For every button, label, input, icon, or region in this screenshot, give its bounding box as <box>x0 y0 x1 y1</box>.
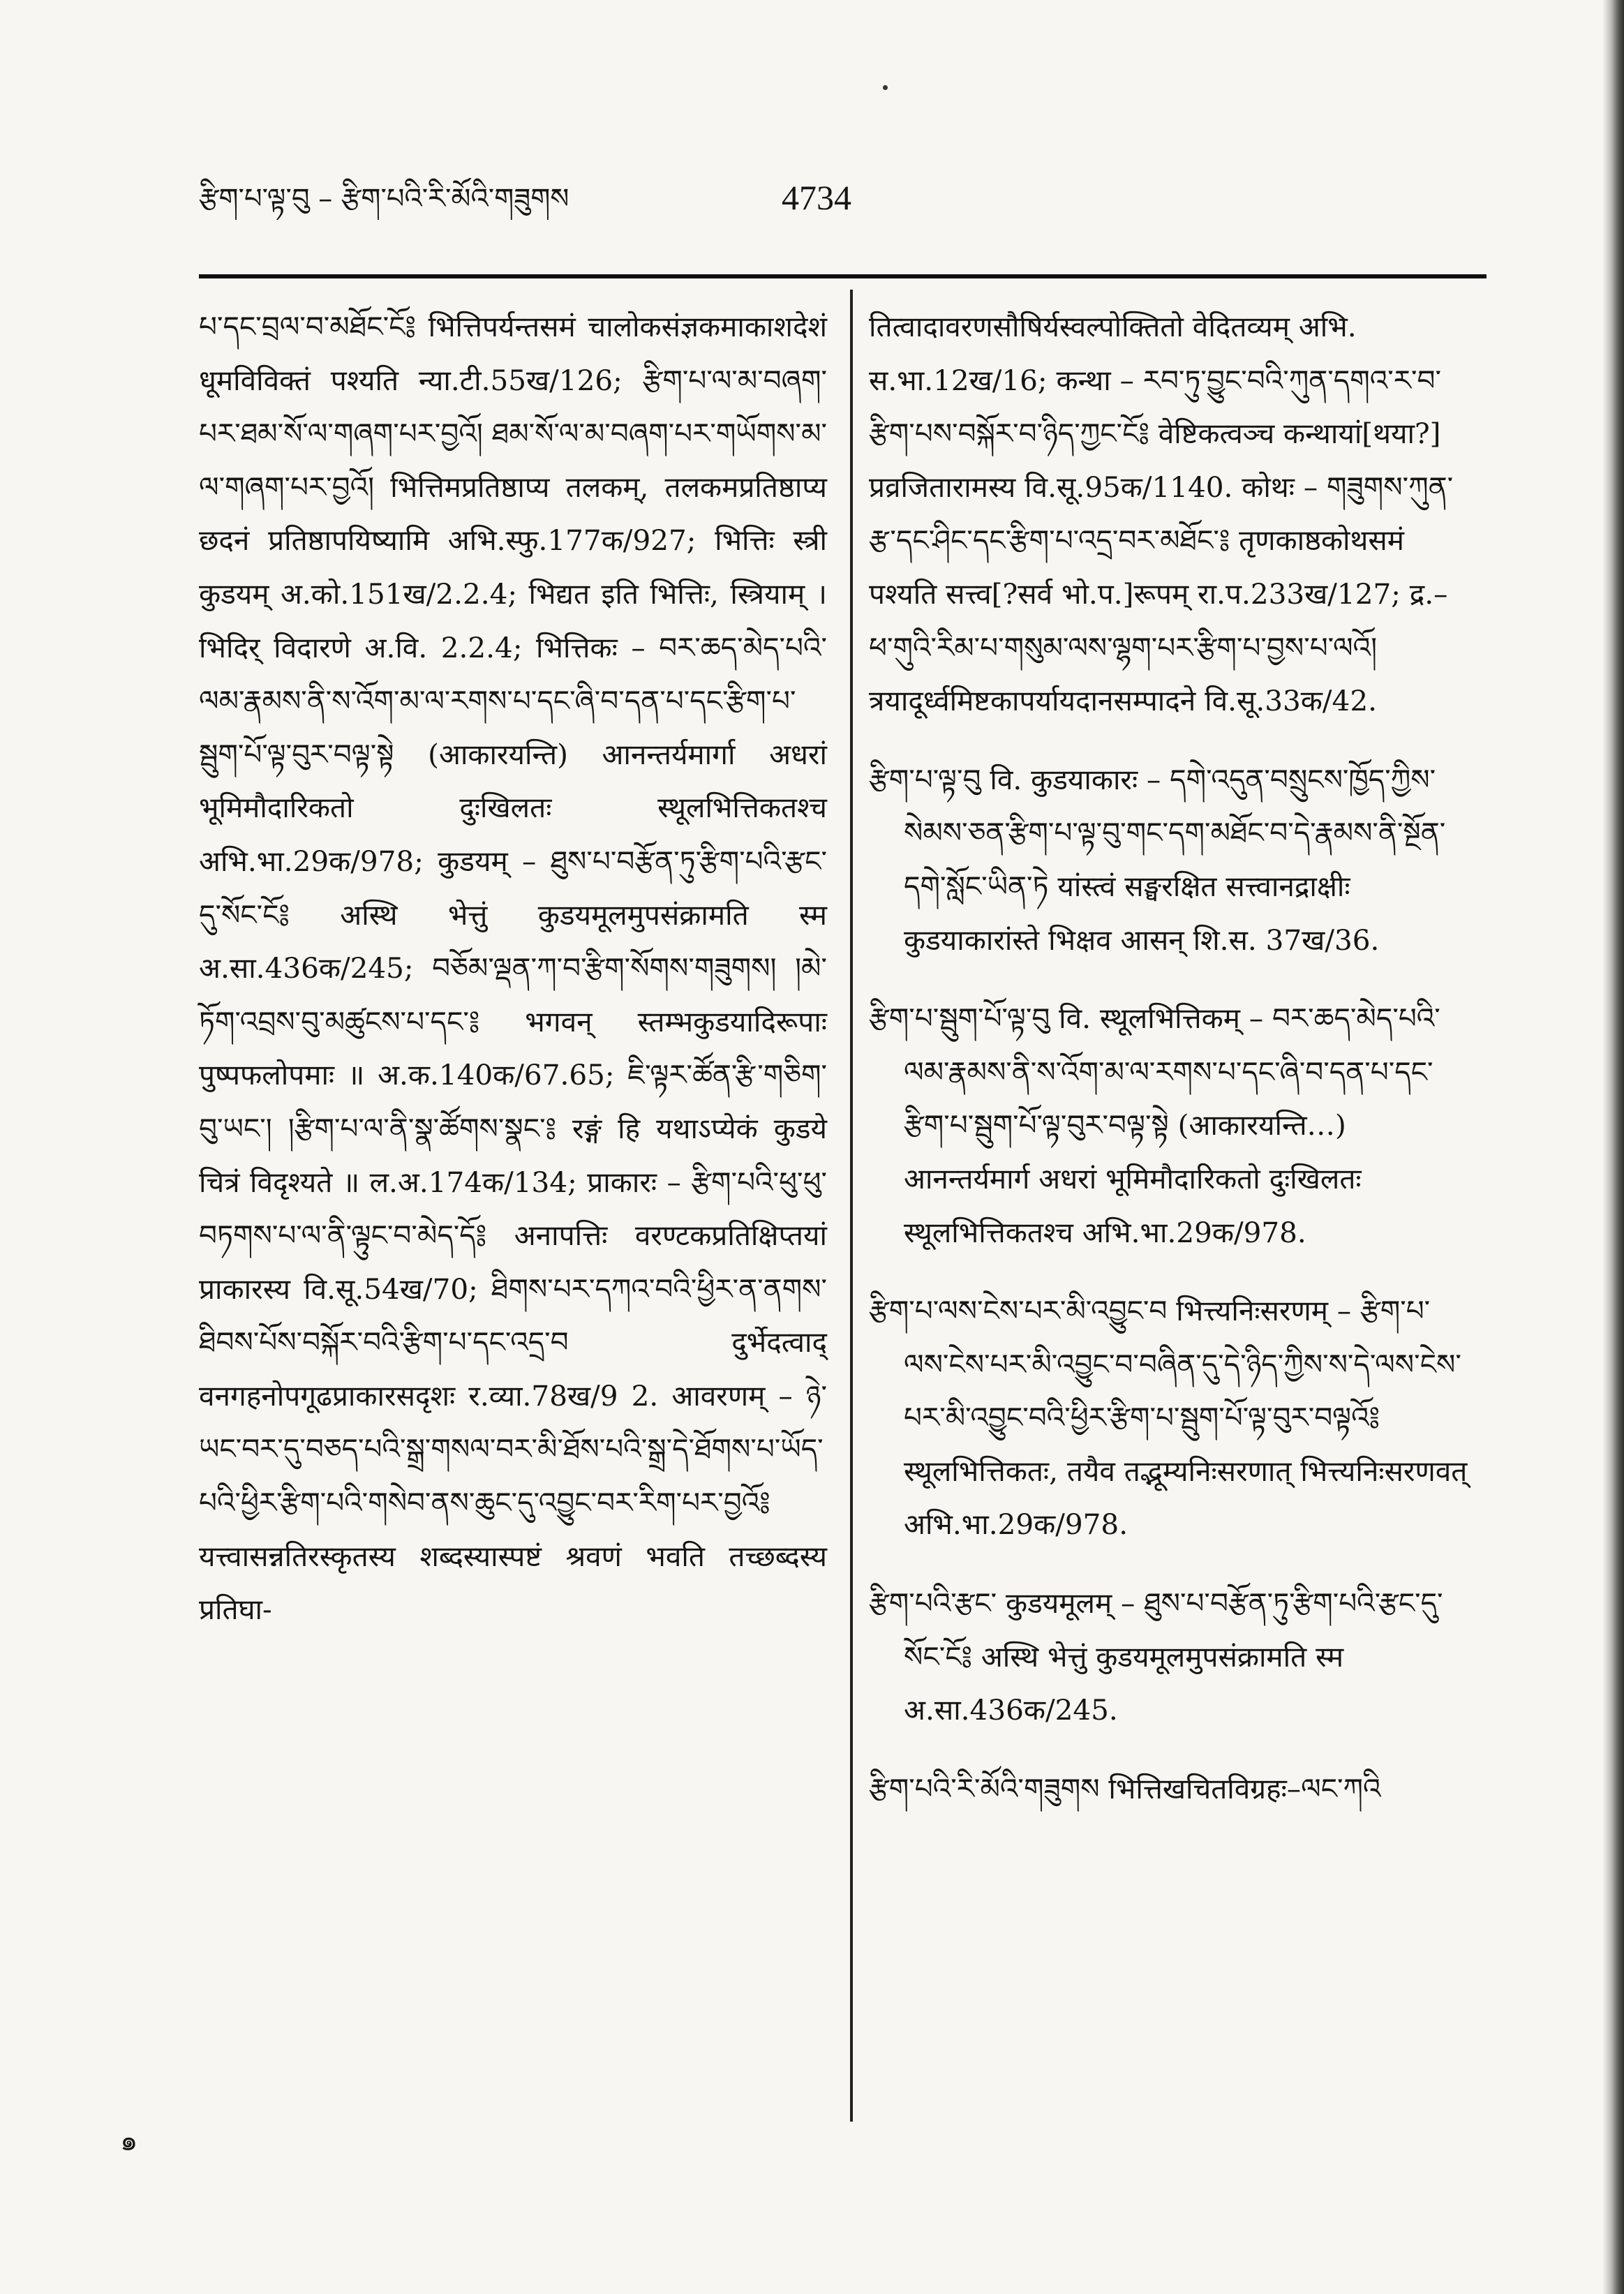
header-rule <box>199 274 1487 278</box>
dictionary-entry: རྩིག་པ་ལྟ་བུ वि. कुडयाकारः – དགེ་འདུན་བསྲུངས་ཁྱོད་ཀྱིས་སེམས་ཅན་རྩིག་པ་ལྟ་བུ་གང་དག་མཐོང་བ་དེ་རྣམས་ནི་སྔོན་དགེ་སློང་ཡིན་ཏེ यांस्त्वं सङ्घरक्षित सत्त्वानद्राक्षीः कुडयाकारांस्ते भिक्षव आसन् शि.स. 37ख/36. <box>869 762 1446 957</box>
left-column <box>199 300 827 1637</box>
left-column-text: པ་དང་བྲལ་བ་མཐོང་ངོ༔ भित्तिपर्यन्तसमं चालोकसंज्ञकमाकाशदेशं धूमविविक्तं पश्यति न्या.टी.55ख/126; རྩིག་པ་ལ་མ་བཞག་པར་ཐམ་སོ་ལ་གཞག་པར་བྱའོ། ཐམ་སོ་ལ་མ་བཞག་པར་གཡོགས་མ་ལ་གཞག་པར་བྱའོ། भित्तिमप्रतिष्ठाप्य तलकम्, तलकमप्रतिष्ठाप्य छदनं प्रतिष्ठापयिष्यामि अभि.स्फु.177क/927; भित्तिः स्त्री कुडयम् अ.को.151ख/2.2.4; भिद्यत इति भित्तिः, स्त्रियाम् । भिदिर् विदारणे अ.वि. 2.2.4; भित्तिकः – བར་ཆད་མེད་པའི་ལམ་རྣམས་ནི་ས་འོག་མ་ལ་རགས་པ་དང་ཞི་བ་དན་པ་དང་རྩིག་པ་སྦུག་པོ་ལྟ་བུར་བལྟ་སྟེ (आकारयन्ति) आनन्तर्यमार्गा अधरां भूमिमौदारिकतो दुःखिलतः स्थूलभित्तिकतश्च अभि.भा.29क/978; कुडयम् – ཐུས་པ་བརྩོན་ཏུ་རྩིག་པའི་རྩང་དུ་སོང་ངོ༔ अस्थि भेत्तुं कुडयमूलमुपसंक्रामति स्म अ.सा.436क/245; བཅོམ་ལྡན་ཀ་བ་རྩིག་སོགས་གཟུགས། །མེ་ཏོག་འབྲས་བུ་མཚུངས་པ་དང་༔ भगवन् स्तम्भकुडयादिरूपाः पुष्पफलोपमाः ॥ अ.क.140क/67.65; ཇི་ལྟར་ཚོན་རྩི་གཅིག་བུ་ཡང་། །རྩིག་པ་ལ་ནི་སྣ་ཚོགས་སྣང་༔ रङ्गं हि यथाऽप्येकं कुडये चित्रं विदृश्यते ॥ ल.अ.174क/134; प्राकारः – རྩིག་པའི་ཕུ་ཕུ་བཏགས་པ་ལ་ནི་ལྟུང་བ་མེད་དོ༔ अनापत्तिः वरण्टकप्रतिक्षिप्तयां प्राकारस्य वि.सू.54ख/70; ཐིགས་པར་དཀའ་བའི་ཕྱིར་ན་ནགས་ཐིབས་པོས་བསྐོར་བའི་རྩིག་པ་དང་འདྲ་བ दुर्भेदत्वाद् वनगहनोपगूढप्राकारसदृशः र.व्या.78ख/9 2. आवरणम् – ཉེ་ཡང་བར་དུ་བཅད་པའི་སྒྲ་གསལ་བར་མི་ཐོས་པའི་སྒྲ་དེ་ཐོགས་པ་ཡོད་པའི་ཕྱིར་རྩིག་པའི་གསེབ་ནས་ཆུང་དུ་འབྱུང་བར་རིག་པར་བྱའོ༔ यत्त्वासन्नतिरस्कृतस्य शब्दस्यास्पष्टं श्रवणं भवति तच्छब्दस्य प्रतिघा- <box>199 310 827 1627</box>
dictionary-entry: རྩིག་པ་ལས་ངེས་པར་མི་འབྱུང་བ भित्त्यनिःसरणम् – རྩིག་པ་ལས་ངེས་པར་མི་འབྱུང་བ་བཞིན་དུ་དེ་ཉིད་ཀྱིས་ས་དེ་ལས་ངེས་པར་མི་འབྱུང་བའི་ཕྱིར་རྩིག་པ་སྦུག་པོ་ལྟ་བུར་བལྟའོ༔ स्थूलभित्तिकतः, तयैव तद्भूम्यनिःसरणात् भित्त्यनिःसरणवत् अभि.भा.29क/978. <box>869 1294 1468 1542</box>
column-divider <box>850 290 853 2122</box>
dictionary-entry: རྩིག་པའི་རི་མོའི་གཟུགས भित्तिखचितविग्रहः–ལང་ཀའི <box>869 1771 1381 1805</box>
dictionary-entry: तित्वादावरणसौषिर्यस्वल्पोक्तितो वेदितव्यम् अभि. स.भा.12ख/16; कन्था – རབ་ཏུ་བྱུང་བའི་ཀུན་དགའ་ར་བ་རྩིག་པས་བསྐོར་བ་ཉིད་ཀྱང་ངོ༔ वेष्टिकत्वञ्च कन्थायां[थया?] प्रव्रजितारामस्य वि.सू.95क/1140. कोथः – གཟུགས་ཀུན་རྩ་དང་ཤིང་དང་རྩིག་པ་འདྲ་བར་མཐོང་༔ तृणकाष्ठकोथसमं पश्यति सत्त्व[?सर्व भो.प.]रूपम् रा.प.233ख/127; द्र.– ཕ་གུའི་རིམ་པ་གསུམ་ལས་ལྷག་པར་རྩིག་པ་བྱས་པ་ལའོ། त्रयादूर्ध्वमिष्टकापर्यायदानसम्पादने वि.सू.33क/42. <box>869 310 1454 718</box>
dictionary-entry: རྩིག་པའི་རྩང་ कुडयमूलम् – ཐུས་པ་བརྩོན་ཏུ་རྩིག་པའི་རྩང་དུ་སོང་ངོ༔ अस्थि भेत्तुं कुडयमूलमुपसंक्रामति स्म अ.सा.436क/245. <box>869 1586 1443 1727</box>
page-number: 4734 <box>782 178 851 217</box>
scan-speck <box>883 85 888 90</box>
right-column <box>869 300 1469 1815</box>
running-title: རྩིག་པ་ལྟ་བུ – རྩིག་པའི་རི་མོའི་གཟུགས <box>199 183 569 215</box>
dictionary-entry: རྩིག་པ་སྦུག་པོ་ལྟ་བུ वि. स्थूलभित्तिकम् – བར་ཆད་མེད་པའི་ལམ་རྣམས་ནི་ས་འོག་མ་ལ་རགས་པ་དང་ཞི་བ་དན་པ་དང་རྩིག་པ་སྦུག་པོ་ལྟ་བུར་བལྟ་སྟེ (आकारयन्ति…) आनन्तर्यमार्ग अधरां भूमिमौदारिकतो दुःखिलतः स्थूलभित्तिकतश्च अभि.भा.29क/978. <box>869 1001 1440 1249</box>
margin-mark: ๑ <box>120 2125 138 2157</box>
scan-edge-shadow <box>1602 0 1624 2294</box>
